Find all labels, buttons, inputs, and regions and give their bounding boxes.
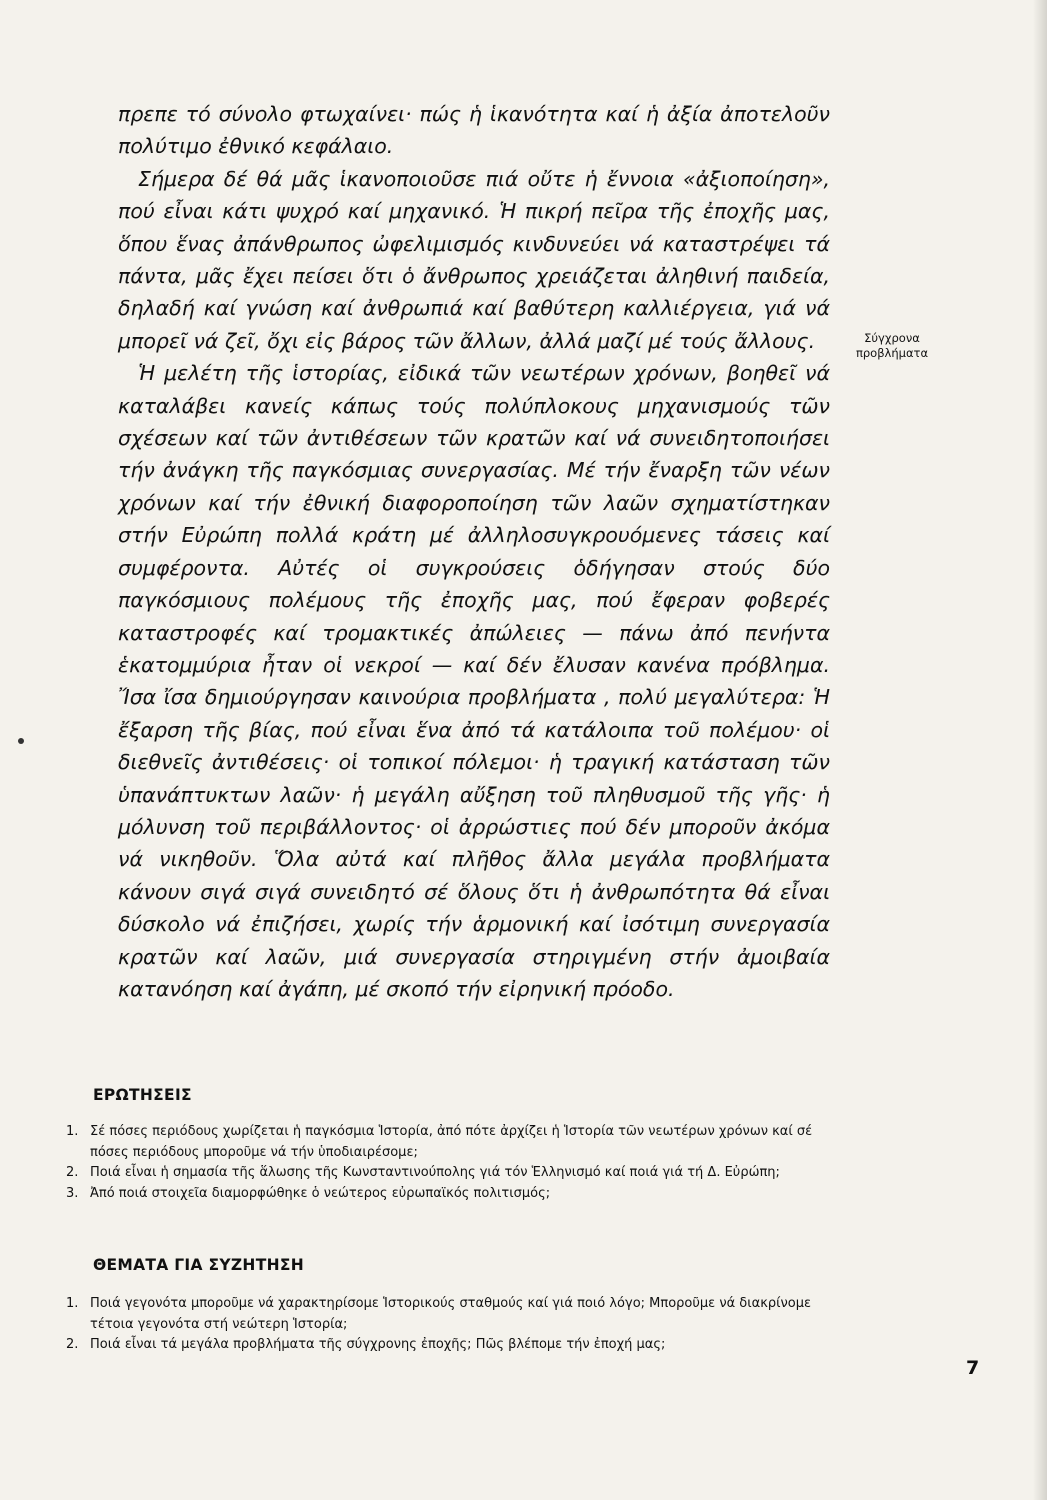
question-number: 1. [66,1124,79,1139]
page-edge-shadow [1033,0,1047,1500]
body-text [118,98,830,1005]
margin-note [832,331,952,361]
body-paragraph-1: πρεπε τό σύνολο φτωχαίνει· πώς ἡ ἱκανότητα καί ἡ ἀξία ἀποτελοῦν πολύτιμο ἐθνικό κεφάλαιο. [118,102,830,159]
topics-list [66,1294,822,1356]
question-text: Σέ πόσες περιόδους χωρίζεται ἡ παγκόσμια Ἱστορία, ἀπό πότε ἀρχίζει ἡ Ἱστορία τῶν νεωτέρων χρόνων καί σέ πόσες περιόδους μποροῦμε νά τήν ὑποδιαιρέσομε; [90,1124,813,1160]
list-item [66,1122,822,1163]
page-number: 7 [966,1357,980,1379]
margin-note-line-1: Σύγχρονα [864,331,920,345]
questions-list [66,1122,822,1204]
list-item [66,1163,822,1184]
question-text: Ἀπό ποιά στοιχεῖα διαμορφώθηκε ὁ νεώτερος εὐρωπαϊκός πολιτισμός; [90,1185,551,1201]
question-number: 2. [66,1165,79,1180]
body-paragraph-2: Σήμερα δέ θά μᾶς ἱκανοποιοῦσε πιά οὔτε ἡ ἔννοια «ἀξιοποίηση», πού εἶναι κάτι ψυχρό καί μηχανικό. Ἡ πικρή πεῖρα τῆς ἐποχῆς μας, ὅπου ἕνας ἀπάνθρωπος ὠφελιμισμός κινδυνεύει νά καταστρέψει τά πάντα, μᾶς ἔχει πείσει ὅτι ὁ ἄνθρωπος χρειάζεται ἀληθινή παιδεία, δηλαδή καί γνώση καί ἀνθρωπιά καί βαθύτερη καλλιέργεια, γιά νά μπορεῖ νά ζεῖ, ὄχι εἰς βάρος τῶν ἄλλων, ἀλλά μαζί μέ τούς ἄλλους. [118,166,830,353]
question-text: Ποιά εἶναι ἡ σημασία τῆς ἅλωσης τῆς Κωνσταντινούπολης γιά τόν Ἑλληνισμό καί ποιά γιά τή Δ. Εὐρώπη; [90,1165,780,1180]
margin-note-line-2: προβλήματα [855,346,929,360]
list-item [66,1184,822,1205]
questions-heading: ΕΡΩΤΗΣΕΙΣ [93,1086,192,1104]
topic-text: Ποιά γεγονότα μποροῦμε νά χαρακτηρίσομε Ἱστορικούς σταθμούς καί γιά ποιό λόγο; Μποροῦμε νά διακρίνομε τέτοια γεγονότα στή νεώτερη Ἱστορία; [90,1296,812,1332]
topic-number: 1. [66,1296,79,1311]
body-paragraph-3: Ἡ μελέτη τῆς ἱστορίας, εἰδικά τῶν νεωτέρων χρόνων, βοηθεῖ νά καταλάβει κανείς κάπως τούς πολύπλοκους μηχανισμούς τῶν σχέσεων καί τῶν ἀντιθέσεων τῶν κρατῶν καί νά συνειδητοποιήσει τήν ἀνάγκη τῆς παγκόσμιας συνεργασίας. Μέ τήν ἔναρξη τῶν νέων χρόνων καί τήν ἐθνική διαφοροποίηση τῶν λαῶν σχηματίστηκαν στήν Εὐρώπη πολλά κράτη μέ ἀλληλοσυγκρουόμενες τάσεις καί συμφέροντα. Αὐτές οἱ συγκρούσεις ὁδήγησαν στούς δύο παγκόσμιους πολέμους τῆς ἐποχῆς μας, πού ἔφεραν φοβερές καταστροφές καί τρομακτικές ἀπώλειες — πάνω ἀπό πενήντα ἑκατομμύρια ἦταν οἱ νεκροί — καί δέν ἔλυσαν κανένα πρόβλημα. Ἴσα ἴσα δημιούργησαν καινούρια προβλήματα , πολύ μεγαλύτερα: Ἡ ἔξαρση τῆς βίας, πού εἶναι ἕνα ἀπό τά κατάλοιπα τοῦ πολέμου· οἱ διεθνεῖς ἀντιθέσεις· οἱ τοπικοί πόλεμοι· ἡ τραγική κατάσταση τῶν ὑπανάπτυκτων λαῶν· ἡ μεγάλη αὔξηση τοῦ πληθυσμοῦ τῆς γῆς· ἡ μόλυνση τοῦ περιβάλλοντος· οἱ ἀρρώστιες πού δέν μποροῦν ἀκόμα νά νικηθοῦν. Ὅλα αὐτά καί πλῆθος ἄλλα μεγάλα προβλήματα κάνουν σιγά σιγά συνειδητό σέ ὅλους ὅτι ἡ ἀνθρωπότητα θά εἶναι δύσκολο νά ἐπιζήσει, χωρίς τήν ἁρμονική καί ἰσότιμη συνεργασία κρατῶν καί λαῶν, μιά συνεργασία στηριγμένη στήν ἀμοιβαία κατανόηση καί ἀγάπη, μέ σκοπό τήν εἰρηνική πρόοδο. [118,361,830,1001]
topics-heading: ΘΕΜΑΤΑ ΓΙΑ ΣΥΖΗΤΗΣΗ [93,1256,305,1274]
list-item [66,1335,822,1356]
question-number: 3. [66,1185,79,1201]
list-item [66,1294,822,1335]
stray-dot-mark [18,738,24,744]
topic-number: 2. [66,1337,79,1352]
topic-text: Ποιά εἶναι τά μεγάλα προβλήματα τῆς σύγχρονης ἐποχῆς; Πῶς βλέπομε τήν ἐποχή μας; [90,1337,666,1352]
